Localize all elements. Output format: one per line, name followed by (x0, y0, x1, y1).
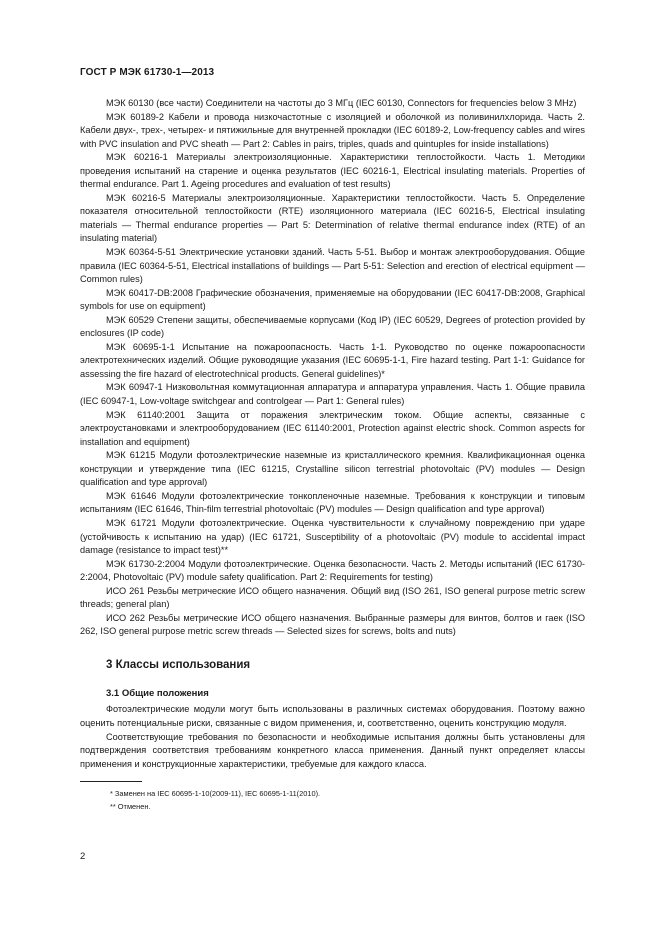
reference-item: МЭК 61140:2001 Защита от поражения электрическим током. Общие аспекты, связанные с электроустановками и электрооборудованием (IEC 61140:2001, Protection against electric shock. Common aspects for installation and equipment) (80, 409, 585, 447)
body-paragraph: Соответствующие требования по безопасности и необходимые испытания должны быть установлены для подтверждения соответствия требованиям конкретного класса применения. Данный пункт определяет классы применения и конструкционные характеристики, требуемые для каждого класса. (80, 731, 585, 769)
page-number: 2 (80, 851, 86, 862)
reference-item: МЭК 60695-1-1 Испытание на пожароопасность. Часть 1-1. Руководство по оценке пожароопасности электротехнических изделий. Общие руководящие указания (IEC 60695-1-1, Fire hazard testing. Part 1-1: Guidance for assessing the fire hazard of electrotechnical products. General guidelines)* (80, 341, 585, 379)
reference-item: МЭК 60216-1 Материалы электроизоляционные. Характеристики теплостойкости. Часть 1. Методики проведения испытаний на старение и оценка результатов (IEC 60216-1, Electrical insulating materials. Properties of thermal endurance. Part 1. Ageing procedures and evaluation of test results) (80, 152, 585, 190)
reference-item: ИСО 261 Резьбы метрические ИСО общего назначения. Общий вид (ISO 261, ISO general purpose metric screw threads; general plan) (80, 585, 585, 610)
body-paragraph: Фотоэлектрические модули могут быть использованы в различных системах оборудования. Поэтому важно оценить потенциальные риски, связанные с видом применения, и, соответственно, оценить конструкцию модуля. (80, 704, 585, 728)
subsection-heading: 3.1 Общие положения (106, 687, 209, 699)
reference-item: ИСО 262 Резьбы метрические ИСО общего назначения. Выбранные размеры для винтов, болтов и гаек (ISO 262, ISO general purpose metric screw threads — Selected sizes for screws, bolts and nuts) (80, 612, 585, 637)
reference-item: МЭК 61215 Модули фотоэлектрические наземные из кристаллического кремния. Квалификационная оценка конструкции и утверждение типа (IEC 61215, Crystalline silicon terrestrial photovoltaic (PV) modules — Design qualification and type approval) (80, 450, 585, 488)
reference-item: МЭК 60364-5-51 Электрические установки зданий. Часть 5-51. Выбор и монтаж электрооборудования. Общие правила (IEC 60364-5-51, Electrical installations of buildings — Part 5-51: Selection and erection of electrical equipment — Common rules) (80, 247, 585, 285)
reference-item: МЭК 61721 Модули фотоэлектрические. Оценка чувствительности к случайному повреждению при ударе (устойчивость к испытанию на удар) (IEC 61721, Susceptibility of a photovoltaic (PV) module to accidental impact damage (resistance to impact test)** (80, 517, 585, 556)
reference-item: МЭК 61646 Модули фотоэлектрические тонкопленочные наземные. Требования к конструкции и типовым испытаниям (IEC 61646, Thin-film terrestrial photovoltaic (PV) modules — Design qualification and type approval) (80, 490, 585, 515)
document-header: ГОСТ Р МЭК 61730-1—2013 (80, 67, 215, 78)
reference-item: МЭК 60189-2 Кабели и провода низкочастотные с изоляцией и оболочкой из поливинилхлорида. Часть 2. Кабели двух-, трех-, четырех- и пятижильные для внутренней прокладки (IEC 60189-2, Low-frequency cables and wires with PVC insulation and PVC sheath — Part 2: Cables in pairs, triples, quads and quintuples for inside installations) (80, 111, 585, 149)
footnote: ** Отменен. (110, 802, 151, 812)
reference-item: МЭК 61730-2:2004 Модули фотоэлектрические. Оценка безопасности. Часть 2. Методы испытаний (IEC 61730-2:2004, Photovoltaic (PV) module safety qualification. Part 2: Requirements for testing) (80, 558, 585, 583)
reference-item: МЭК 60417-DB:2008 Графические обозначения, применяемые на оборудовании (IEC 60417-DB:2008, Graphical symbols for use on equipment) (80, 287, 585, 312)
footnote: * Заменен на IEC 60695-1-10(2009-11), IEC 60695-1-11(2010). (110, 789, 321, 799)
document-body (80, 97, 585, 813)
footnote-divider (80, 781, 142, 782)
section-heading: 3 Классы использования (106, 658, 251, 671)
reference-item: МЭК 60529 Степени защиты, обеспечиваемые корпусами (Код IP) (IEC 60529, Degrees of protection provided by enclosures (IP code) (80, 314, 585, 339)
reference-item: МЭК 60216-5 Материалы электроизоляционные. Характеристики теплостойкости. Часть 5. Определение показателя относительной теплостойкости (RTE) изоляционного материала (IEC 60216-5, Electrical insulating materials — Thermal endurance properties — Part 5: Determination of relative thermal endurance index (RTE) of an insulating material) (80, 192, 585, 244)
reference-item: МЭК 60130 (все части) Соединители на частоты до 3 МГц (IEC 60130, Connectors for frequencies below 3 MHz) (106, 98, 577, 108)
reference-item: МЭК 60947-1 Низковольтная коммутационная аппаратура и аппаратура управления. Часть 1. Общие правила (IEC 60947-1, Low-voltage switchgear and controlgear — Part 1: General rules) (80, 382, 585, 407)
